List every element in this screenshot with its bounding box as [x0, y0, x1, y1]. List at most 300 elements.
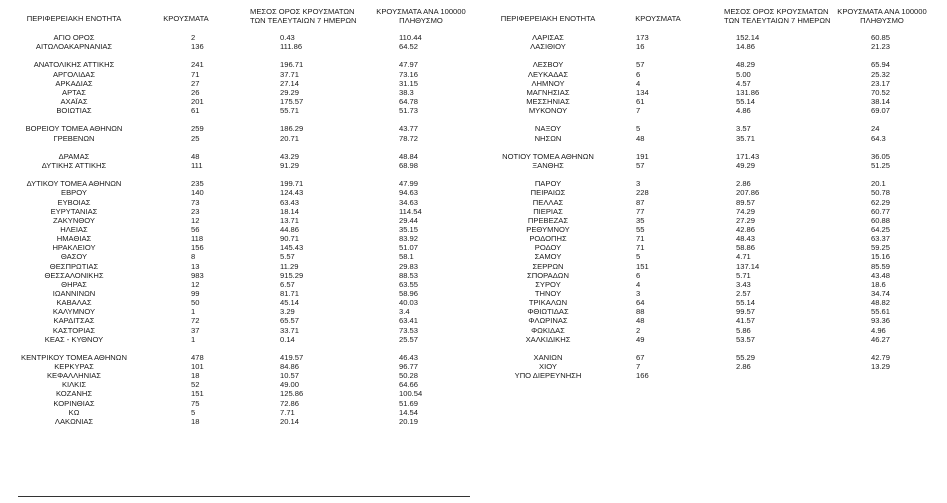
cell-name: ΚΙΛΚΙΣ	[61, 380, 87, 390]
cell-avg: 2.86	[736, 362, 751, 372]
cell-avg: 3.57	[736, 124, 751, 134]
cell-name: ΦΛΩΡΙΝΑΣ	[528, 316, 568, 326]
cell-name: ΛΗΜΝΟΥ	[531, 78, 565, 88]
header-region-label: ΠΕΡΙΦΕΡΕΙΑΚΗ ΕΝΟΤΗΤΑ	[26, 14, 122, 23]
cell-cases: 87	[636, 197, 645, 207]
cell-per: 25.32	[871, 69, 891, 79]
cell-per: 36.05	[871, 151, 891, 161]
cell-name: ΝΑΞΟΥ	[534, 124, 562, 134]
cell-cases: 13	[191, 261, 200, 271]
cell-avg: 42.86	[736, 224, 756, 234]
cell-avg: 18.14	[280, 206, 300, 216]
cell-avg: 53.57	[736, 334, 756, 344]
cell-cases: 259	[191, 124, 204, 134]
cell-per: 64.66	[399, 380, 419, 390]
cell-cases: 49	[636, 334, 645, 344]
cell-per: 69.07	[871, 106, 891, 116]
cell-avg: 63.43	[280, 197, 300, 207]
cell-name: ΤΡΙΚΑΛΩΝ	[528, 298, 568, 308]
cell-cases: 75	[191, 398, 200, 408]
cell-per: 63.55	[399, 279, 419, 289]
cell-cases: 118	[191, 234, 204, 244]
header-cases	[156, 6, 216, 40]
header-cases-label: ΚΡΟΥΣΜΑΤΑ	[163, 14, 209, 23]
cell-avg: 65.57	[280, 316, 300, 326]
cell-cases: 2	[191, 33, 196, 42]
cell-avg: 4.86	[736, 106, 751, 116]
cell-name: ΘΕΣΠΡΩΤΙΑΣ	[49, 261, 99, 271]
cell-per: 93.36	[871, 316, 891, 326]
cell-avg: 72.86	[280, 398, 300, 408]
cell-cases: 67	[636, 352, 645, 362]
cell-name: ΕΒΡΟΥ	[61, 188, 87, 198]
cell-cases: 6	[636, 69, 641, 79]
cell-per: 64.52	[399, 42, 419, 52]
cell-per: 23.17	[871, 78, 891, 88]
cell-name: ΑΡΓΟΛΙΔΑΣ	[52, 69, 96, 79]
cell-name: ΚΑΒΑΛΑΣ	[56, 298, 92, 308]
cell-per: 43.48	[871, 270, 891, 280]
cell-avg: 84.86	[280, 362, 300, 372]
cell-cases: 99	[191, 288, 200, 298]
cell-cases: 71	[636, 234, 645, 244]
cell-per: 29.83	[399, 261, 419, 271]
cell-per: 63.41	[399, 316, 419, 326]
cell-cases: 48	[191, 151, 200, 161]
cell-avg: 125.86	[280, 389, 304, 399]
cell-name: ΞΑΝΘΗΣ	[532, 160, 564, 170]
cell-avg: 58.86	[736, 243, 756, 253]
cell-per: 51.25	[871, 160, 891, 170]
cell-avg: 37.71	[280, 69, 300, 79]
cell-avg: 5.86	[736, 325, 751, 335]
cell-per: 20.1	[871, 179, 886, 189]
cell-avg: 49.00	[280, 380, 300, 390]
cell-name: ΒΟΡΕΙΟΥ ΤΟΜΕΑ ΑΘΗΝΩΝ	[25, 124, 123, 134]
cell-per: 48.82	[871, 298, 891, 308]
cell-avg: 89.57	[736, 197, 756, 207]
cell-avg: 0.43	[280, 33, 295, 42]
cell-per: 73.53	[399, 325, 419, 335]
cell-avg: 55.14	[736, 96, 756, 106]
cell-name: ΚΕΡΚΥΡΑΣ	[54, 362, 94, 372]
cell-cases: 52	[191, 380, 200, 390]
cell-name: ΝΗΣΩΝ	[534, 133, 562, 143]
cell-per: 60.88	[871, 215, 891, 225]
cell-name: ΓΡΕΒΕΝΩΝ	[53, 133, 95, 143]
cell-name: ΑΡΤΑΣ	[62, 87, 86, 97]
cell-name: ΥΠΟ ΔΙΕΡΕΥΝΗΣΗ	[514, 371, 582, 381]
cell-cases: 71	[636, 243, 645, 253]
cell-avg: 13.71	[280, 215, 300, 225]
header-per	[373, 6, 469, 33]
cell-avg: 90.71	[280, 234, 300, 244]
cell-avg: 74.29	[736, 206, 756, 216]
cell-cases: 26	[191, 87, 200, 97]
cell-cases: 16	[636, 42, 645, 52]
cell-per: 88.53	[399, 270, 419, 280]
cell-cases: 7	[636, 106, 641, 116]
cell-cases: 27	[191, 78, 200, 88]
cell-avg: 20.14	[280, 416, 300, 426]
cell-cases: 4	[636, 279, 641, 289]
cell-name: ΒΟΙΩΤΙΑΣ	[56, 106, 92, 116]
cell-cases: 983	[191, 270, 204, 280]
cell-name: ΜΕΣΣΗΝΙΑΣ	[526, 96, 570, 106]
cell-cases: 77	[636, 206, 645, 216]
cell-avg: 29.29	[280, 87, 300, 97]
cell-cases: 7	[636, 362, 641, 372]
cell-name: ΔΡΑΜΑΣ	[58, 151, 90, 161]
cell-name: ΡΟΔΟΥ	[534, 243, 562, 253]
cell-name: ΑΡΚΑΔΙΑΣ	[55, 78, 93, 88]
cell-avg: 3.43	[736, 279, 751, 289]
cell-avg: 11.29	[280, 261, 299, 271]
cell-name: ΘΕΣΣΑΛΟΝΙΚΗΣ	[44, 270, 104, 280]
cell-avg: 33.71	[280, 325, 300, 335]
cell-avg: 419.57	[280, 352, 304, 362]
cell-per: 14.54	[399, 407, 419, 417]
header-avg-line1: ΜΕΣΟΣ ΟΡΟΣ ΚΡΟΥΣΜΑΤΩΝ	[250, 7, 355, 16]
cell-cases: 5	[636, 124, 641, 134]
cell-per: 65.94	[871, 60, 891, 70]
cell-cases: 12	[191, 279, 200, 289]
cell-per: 18.6	[871, 279, 886, 289]
cell-per: 34.63	[399, 197, 419, 207]
cell-per: 35.15	[399, 224, 419, 234]
cell-per: 58.96	[399, 288, 419, 298]
cell-name: ΠΑΡΟΥ	[534, 179, 562, 189]
cell-name: ΑΓΙΟ ΟΡΟΣ	[53, 33, 95, 42]
cell-avg: 14.86	[736, 42, 756, 52]
cell-name: ΧΙΟΥ	[539, 362, 557, 372]
cell-per: 24	[871, 124, 880, 134]
cell-cases: 478	[191, 352, 204, 362]
cell-name: ΣΠΟΡΑΔΩΝ	[527, 270, 569, 280]
cell-name: ΖΑΚΥΝΘΟΥ	[53, 215, 95, 225]
cell-name: ΗΛΕΙΑΣ	[60, 224, 88, 234]
cell-name: ΜΥΚΟΝΟΥ	[528, 106, 568, 116]
header-region-label-right: ΠΕΡΙΦΕΡΕΙΑΚΗ ΕΝΟΤΗΤΑ	[500, 14, 596, 23]
header-avg-line1-right: ΜΕΣΟΣ ΟΡΟΣ ΚΡΟΥΣΜΑΤΩΝ	[724, 7, 829, 16]
cell-per: 83.92	[399, 234, 419, 244]
cell-cases: 134	[636, 87, 649, 97]
cell-name: ΣΑΜΟΥ	[534, 252, 562, 262]
cell-per: 94.63	[399, 188, 419, 198]
cell-avg: 35.71	[736, 133, 756, 143]
cell-avg: 6.57	[280, 279, 295, 289]
cell-cases: 1	[191, 334, 196, 344]
cell-name: ΛΑΣΙΘΙΟΥ	[530, 42, 566, 52]
cell-per: 50.78	[871, 188, 891, 198]
cell-avg: 7.71	[280, 407, 295, 417]
cell-name: ΝΟΤΙΟΥ ΤΟΜΕΑ ΑΘΗΝΩΝ	[502, 151, 594, 161]
cell-cases: 156	[191, 243, 204, 253]
cell-cases: 18	[191, 416, 200, 426]
cell-cases: 201	[191, 96, 204, 106]
cell-avg: 171.43	[736, 151, 760, 161]
cell-per: 13.29	[871, 362, 891, 372]
cell-avg: 145.43	[280, 243, 304, 253]
cell-per: 51.07	[399, 243, 419, 253]
cell-per: 73.16	[399, 69, 419, 79]
cell-name: ΡΟΔΟΠΗΣ	[529, 234, 567, 244]
cell-name: ΠΕΛΛΑΣ	[532, 197, 564, 207]
cell-cases: 136	[191, 42, 204, 52]
cell-avg: 131.86	[736, 87, 760, 97]
cell-cases: 191	[636, 151, 649, 161]
cell-cases: 25	[191, 133, 200, 143]
cell-avg: 3.29	[280, 307, 295, 317]
cell-per: 85.59	[871, 261, 891, 271]
cell-name: ΚΕΑΣ - ΚΥΘΝΟΥ	[44, 334, 104, 344]
cell-cases: 48	[636, 316, 645, 326]
cell-avg: 2.57	[736, 288, 751, 298]
cell-per: 29.44	[399, 215, 419, 225]
cell-cases: 55	[636, 224, 645, 234]
cell-per: 50.28	[399, 371, 419, 381]
cell-name: ΛΑΚΩΝΙΑΣ	[54, 416, 94, 426]
cell-per: 60.85	[871, 33, 891, 42]
cell-cases: 1	[191, 307, 196, 317]
cell-cases: 4	[636, 78, 641, 88]
cell-name: ΛΕΥΚΑΔΑΣ	[527, 69, 569, 79]
cell-cases: 228	[636, 188, 649, 198]
cell-avg: 55.29	[736, 352, 756, 362]
cell-avg: 41.57	[736, 316, 756, 326]
cell-name: ΚΩ	[68, 407, 80, 417]
cell-per: 114.54	[399, 206, 422, 216]
cell-avg: 20.71	[280, 133, 300, 143]
cell-name: ΑΧΑΪΑΣ	[60, 96, 88, 106]
cell-cases: 166	[636, 371, 649, 381]
cell-per: 60.77	[871, 206, 891, 216]
cell-name: ΑΝΑΤΟΛΙΚΗΣ ΑΤΤΙΚΗΣ	[33, 60, 115, 70]
cell-name: ΚΑΛΥΜΝΟΥ	[52, 307, 96, 317]
cell-cases: 8	[191, 252, 196, 262]
cell-name: ΣΥΡΟΥ	[535, 279, 561, 289]
cell-name: ΠΕΙΡΑΙΩΣ	[530, 188, 566, 198]
cell-avg: 10.57	[280, 371, 300, 381]
cell-avg: 5.71	[736, 270, 751, 280]
cell-name: ΔΥΤΙΚΟΥ ΤΟΜΕΑ ΑΘΗΝΩΝ	[26, 179, 122, 189]
cell-per: 55.61	[871, 307, 891, 317]
cell-cases: 88	[636, 307, 645, 317]
cell-avg: 43.29	[280, 151, 300, 161]
cell-avg: 99.57	[736, 307, 756, 317]
cell-name: ΧΑΛΚΙΔΙΚΗΣ	[525, 334, 571, 344]
cell-cases: 57	[636, 60, 645, 70]
cell-avg: 915.29	[280, 270, 304, 280]
cell-name: ΚΕΦΑΛΛΗΝΙΑΣ	[46, 371, 102, 381]
cell-per: 40.03	[399, 298, 419, 308]
cell-per: 58.1	[399, 252, 414, 262]
cell-per: 68.98	[399, 160, 419, 170]
cell-avg: 49.29	[736, 160, 756, 170]
cell-per: 34.74	[871, 288, 891, 298]
cell-cases: 3	[636, 288, 641, 298]
cell-cases: 6	[636, 270, 641, 280]
cell-per: 21.23	[871, 42, 891, 52]
cell-per: 70.52	[871, 87, 891, 97]
cell-avg: 44.86	[280, 224, 300, 234]
cell-per: 47.99	[399, 179, 419, 189]
header-per-line2: ΠΛΗΘΥΣΜΟ	[399, 16, 443, 25]
cell-per: 100.54	[399, 389, 423, 399]
cell-name: ΑΙΤΩΛΟΑΚΑΡΝΑΝΙΑΣ	[35, 42, 113, 52]
cell-name: ΕΥΡΥΤΑΝΙΑΣ	[50, 206, 98, 216]
cell-per: 31.15	[399, 78, 419, 88]
cell-cases: 48	[636, 133, 645, 143]
cell-name: ΚΑΣΤΟΡΙΑΣ	[52, 325, 96, 335]
cell-name: ΧΑΝΙΩΝ	[533, 352, 563, 362]
cell-cases: 64	[636, 298, 645, 308]
cell-cases: 12	[191, 215, 200, 225]
cell-per: 42.79	[871, 352, 891, 362]
cell-cases: 50	[191, 298, 200, 308]
cell-name: ΠΙΕΡΙΑΣ	[533, 206, 563, 216]
cell-avg: 111.86	[280, 42, 303, 52]
cell-name: ΡΕΘΥΜΝΟΥ	[526, 224, 570, 234]
cell-avg: 48.29	[736, 60, 756, 70]
cell-avg: 2.86	[736, 179, 751, 189]
cell-avg: 199.71	[280, 179, 304, 189]
cell-cases: 73	[191, 197, 200, 207]
cell-per: 59.25	[871, 243, 891, 253]
cell-avg: 196.71	[280, 60, 304, 70]
cell-avg: 152.14	[736, 33, 760, 42]
cell-avg: 45.14	[280, 298, 300, 308]
cell-avg: 137.14	[736, 261, 760, 271]
header-per-line1-right: ΚΡΟΥΣΜΑΤΑ ΑΝΑ 100000	[837, 7, 927, 16]
header-per-right	[834, 6, 930, 33]
cell-avg: 81.71	[280, 288, 300, 298]
cell-cases: 57	[636, 160, 645, 170]
cell-per: 64.78	[399, 96, 419, 106]
cell-name: ΚΑΡΔΙΤΣΑΣ	[53, 316, 95, 326]
header-avg-line2-right: ΤΩΝ ΤΕΛΕΥΤΑΙΩΝ 7 ΗΜΕΡΩΝ	[724, 16, 831, 25]
cell-per: 96.77	[399, 362, 419, 372]
cell-cases: 151	[636, 261, 649, 271]
cell-per: 38.3	[399, 87, 414, 97]
header-per-line2-right: ΠΛΗΘΥΣΜΟ	[860, 16, 904, 25]
cell-cases: 173	[636, 33, 649, 42]
cell-per: 78.72	[399, 133, 419, 143]
cell-name: ΣΕΡΡΩΝ	[532, 261, 564, 271]
cell-per: 43.77	[399, 124, 419, 134]
cell-avg: 55.71	[280, 106, 300, 116]
cell-cases: 3	[636, 179, 641, 189]
cell-cases: 61	[636, 96, 645, 106]
cell-avg: 0.14	[280, 334, 295, 344]
cell-per: 51.69	[399, 398, 419, 408]
cell-per: 3.4	[399, 307, 410, 317]
cell-name: ΠΡΕΒΕΖΑΣ	[527, 215, 569, 225]
bottom-rule	[18, 496, 470, 497]
cell-cases: 35	[636, 215, 645, 225]
cell-avg: 55.14	[736, 298, 756, 308]
cell-avg: 186.29	[280, 124, 304, 134]
cell-name: ΘΗΡΑΣ	[61, 279, 87, 289]
cell-cases: 151	[191, 389, 204, 399]
header-cases-label-right: ΚΡΟΥΣΜΑΤΑ	[635, 14, 681, 23]
cell-avg: 27.29	[736, 215, 756, 225]
cell-per: 15.16	[871, 252, 891, 262]
cell-cases: 37	[191, 325, 200, 335]
cell-cases: 5	[191, 407, 196, 417]
cell-name: ΤΗΝΟΥ	[534, 288, 562, 298]
cell-cases: 72	[191, 316, 200, 326]
cell-name: ΜΑΓΝΗΣΙΑΣ	[526, 87, 570, 97]
cell-cases: 56	[191, 224, 200, 234]
cell-name: ΘΑΣΟΥ	[60, 252, 88, 262]
cell-name: ΦΘΙΩΤΙΔΑΣ	[527, 307, 569, 317]
cell-cases: 2	[636, 325, 641, 335]
cell-per: 38.14	[871, 96, 891, 106]
cell-per: 46.27	[871, 334, 891, 344]
cell-avg: 48.43	[736, 234, 756, 244]
cell-name: ΛΑΡΙΣΑΣ	[532, 33, 564, 42]
cell-avg: 124.43	[280, 188, 304, 198]
cell-name: ΙΩΑΝΝΙΝΩΝ	[52, 288, 96, 298]
header-avg-right	[724, 6, 831, 33]
cell-name: ΦΩΚΙΔΑΣ	[531, 325, 565, 335]
cell-cases: 61	[191, 106, 200, 116]
cell-cases: 5	[636, 252, 641, 262]
cell-per: 48.84	[399, 151, 419, 161]
cell-cases: 235	[191, 179, 204, 189]
cell-name: ΗΡΑΚΛΕΙΟΥ	[52, 243, 96, 253]
cell-cases: 140	[191, 188, 204, 198]
cell-cases: 18	[191, 371, 200, 381]
cell-avg: 91.29	[280, 160, 300, 170]
cell-per: 25.57	[399, 334, 419, 344]
cell-per: 51.73	[399, 106, 419, 116]
cell-cases: 241	[191, 60, 204, 70]
cell-per: 63.37	[871, 234, 891, 244]
cell-name: ΚΕΝΤΡΙΚΟΥ ΤΟΜΕΑ ΑΘΗΝΩΝ	[21, 352, 127, 362]
cell-cases: 23	[191, 206, 200, 216]
cell-avg: 4.57	[736, 78, 751, 88]
cell-avg: 175.57	[280, 96, 304, 106]
cell-per: 20.19	[399, 416, 419, 426]
cell-per: 64.3	[871, 133, 886, 143]
cell-per: 64.25	[871, 224, 891, 234]
cell-per: 110.44	[399, 33, 422, 42]
header-avg	[250, 6, 357, 33]
cell-cases: 111	[191, 160, 203, 170]
header-per-line1: ΚΡΟΥΣΜΑΤΑ ΑΝΑ 100000	[376, 7, 466, 16]
header-avg-line2: ΤΩΝ ΤΕΛΕΥΤΑΙΩΝ 7 ΗΜΕΡΩΝ	[250, 16, 357, 25]
cell-per: 62.29	[871, 197, 891, 207]
cell-avg: 5.00	[736, 69, 751, 79]
cell-avg: 5.57	[280, 252, 295, 262]
cell-avg: 27.14	[280, 78, 300, 88]
cell-name: ΛΕΣΒΟΥ	[532, 60, 564, 70]
cell-avg: 207.86	[736, 188, 760, 198]
cell-name: ΔΥΤΙΚΗΣ ΑΤΤΙΚΗΣ	[41, 160, 107, 170]
cell-cases: 71	[191, 69, 200, 79]
cell-per: 47.97	[399, 60, 419, 70]
cell-name: ΚΟΖΑΝΗΣ	[55, 389, 93, 399]
cell-name: ΚΟΡΙΝΘΙΑΣ	[53, 398, 95, 408]
cell-name: ΕΥΒΟΙΑΣ	[57, 197, 91, 207]
cell-avg: 4.71	[736, 252, 751, 262]
cell-per: 4.96	[871, 325, 886, 335]
cell-name: ΗΜΑΘΙΑΣ	[56, 234, 92, 244]
cell-cases: 101	[191, 362, 204, 372]
cell-per: 46.43	[399, 352, 419, 362]
